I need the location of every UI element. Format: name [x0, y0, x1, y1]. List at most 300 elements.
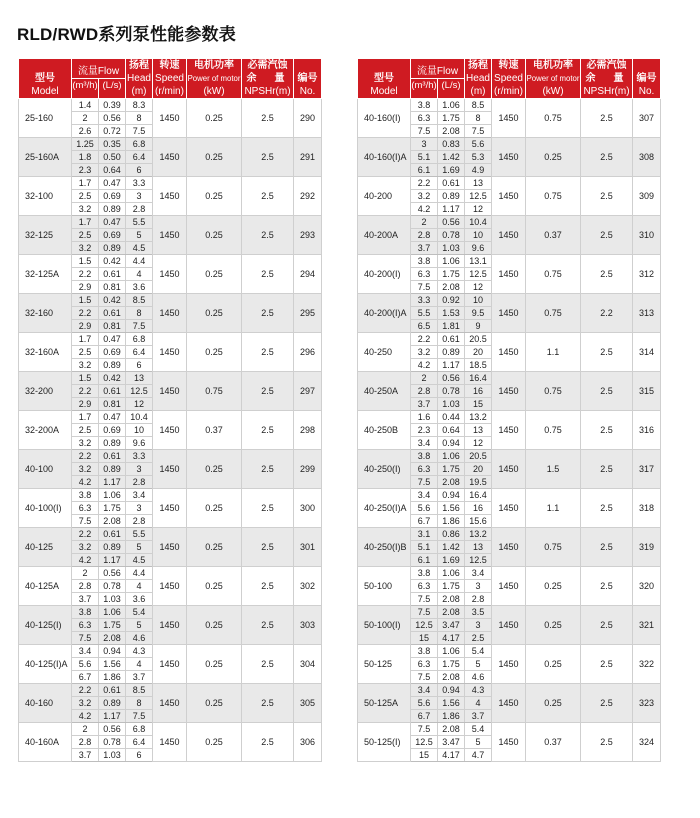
- model-cell: 32-200: [19, 372, 72, 411]
- npsh-cell: 2.5: [581, 177, 633, 216]
- flow-m3h-cell: 1.25: [72, 138, 99, 151]
- head-cell: 4.4: [126, 255, 153, 268]
- npsh-cell: 2.5: [242, 177, 294, 216]
- speed-cell: 1450: [153, 489, 187, 528]
- flow-ls-cell: 1.42: [438, 151, 465, 164]
- power-cell: 1.5: [526, 450, 581, 489]
- flow-m3h-cell: 2.8: [72, 736, 99, 749]
- model-cell: 40-250: [358, 333, 411, 372]
- head-cell: 13: [465, 541, 492, 554]
- flow-m3h-cell: 1.6: [411, 411, 438, 424]
- speed-cell: 1450: [492, 294, 526, 333]
- flow-m3h-cell: 2.2: [72, 307, 99, 320]
- power-cell: 0.25: [187, 177, 242, 216]
- table-row: [358, 567, 661, 580]
- flow-ls-cell: 2.08: [438, 593, 465, 606]
- model-cell: 50-125A: [358, 684, 411, 723]
- table-row: [19, 450, 322, 463]
- flow-m3h-cell: 1.8: [72, 151, 99, 164]
- flow-ls-cell: 1.56: [438, 697, 465, 710]
- table-row: [358, 528, 661, 541]
- head-cell: 3.6: [126, 281, 153, 294]
- power-cell: 0.25: [526, 567, 581, 606]
- npsh-cell: 2.5: [242, 450, 294, 489]
- no-cell: 306: [294, 723, 322, 762]
- flow-m3h-cell: 6.3: [411, 112, 438, 125]
- model-cell: 40-250(I)B: [358, 528, 411, 567]
- flow-m3h-cell: 2.2: [72, 528, 99, 541]
- npsh-cell: 2.5: [581, 333, 633, 372]
- flow-m3h-cell: 7.5: [72, 515, 99, 528]
- flow-m3h-cell: 3.7: [72, 593, 99, 606]
- head-cell: 5.4: [126, 606, 153, 619]
- flow-m3h-cell: 2: [72, 567, 99, 580]
- head-cell: 3: [126, 190, 153, 203]
- speed-cell: 1450: [492, 372, 526, 411]
- npsh-cell: 2.5: [581, 567, 633, 606]
- flow-m3h-cell: 2.2: [72, 385, 99, 398]
- flow-ls-cell: 0.35: [99, 138, 126, 151]
- flow-ls-cell: 0.89: [438, 190, 465, 203]
- no-cell: 316: [633, 411, 661, 450]
- power-cell: 0.25: [187, 489, 242, 528]
- model-cell: 50-100: [358, 567, 411, 606]
- flow-m3h-cell: 2.8: [411, 229, 438, 242]
- flow-m3h-cell: 2.2: [411, 177, 438, 190]
- header-model: 型号 Model: [19, 59, 72, 99]
- performance-table-right: [357, 58, 661, 762]
- head-cell: 3: [465, 619, 492, 632]
- flow-ls-cell: 1.75: [99, 502, 126, 515]
- flow-m3h-cell: 5.5: [411, 307, 438, 320]
- no-cell: 309: [633, 177, 661, 216]
- flow-m3h-cell: 1.7: [72, 177, 99, 190]
- flow-m3h-cell: 1.5: [72, 372, 99, 385]
- head-cell: 10.4: [126, 411, 153, 424]
- flow-m3h-cell: 3.2: [72, 359, 99, 372]
- npsh-cell: 2.2: [581, 294, 633, 333]
- flow-ls-cell: 0.72: [99, 125, 126, 138]
- head-cell: 5.3: [465, 151, 492, 164]
- model-cell: 40-200(I)A: [358, 294, 411, 333]
- flow-ls-cell: 0.56: [99, 723, 126, 736]
- table-body: [19, 99, 322, 762]
- flow-m3h-cell: 2: [411, 216, 438, 229]
- head-cell: 13.2: [465, 528, 492, 541]
- speed-cell: 1450: [153, 294, 187, 333]
- no-cell: 303: [294, 606, 322, 645]
- flow-m3h-cell: 6.7: [411, 710, 438, 723]
- head-cell: 20: [465, 463, 492, 476]
- power-cell: 0.25: [187, 450, 242, 489]
- head-cell: 7.5: [465, 125, 492, 138]
- npsh-cell: 2.5: [242, 684, 294, 723]
- model-cell: 32-125A: [19, 255, 72, 294]
- npsh-cell: 2.5: [581, 528, 633, 567]
- speed-cell: 1450: [153, 684, 187, 723]
- power-cell: 0.75: [526, 99, 581, 138]
- flow-ls-cell: 1.17: [99, 710, 126, 723]
- flow-ls-cell: 0.44: [438, 411, 465, 424]
- table-row: [19, 372, 322, 385]
- table-row: [19, 645, 322, 658]
- speed-cell: 1450: [153, 216, 187, 255]
- flow-ls-cell: 0.89: [99, 203, 126, 216]
- flow-ls-cell: 1.56: [438, 502, 465, 515]
- flow-ls-cell: 0.92: [438, 294, 465, 307]
- flow-ls-cell: 0.86: [438, 528, 465, 541]
- flow-ls-cell: 0.42: [99, 294, 126, 307]
- header-flow-m3h: (m³/h): [411, 79, 438, 99]
- header-head: 扬程 Head (m): [466, 60, 490, 97]
- head-cell: 5: [465, 736, 492, 749]
- power-cell: 0.25: [187, 333, 242, 372]
- model-cell: 40-250(I)A: [358, 489, 411, 528]
- flow-m3h-cell: 3.3: [411, 294, 438, 307]
- flow-ls-cell: 1.06: [438, 645, 465, 658]
- npsh-cell: 2.5: [242, 372, 294, 411]
- flow-ls-cell: 2.08: [99, 632, 126, 645]
- flow-ls-cell: 1.86: [99, 671, 126, 684]
- header-model: 型号 Model: [358, 59, 411, 99]
- flow-ls-cell: 1.86: [438, 515, 465, 528]
- model-cell: 50-125(I): [358, 723, 411, 762]
- npsh-cell: 2.5: [242, 216, 294, 255]
- speed-cell: 1450: [153, 177, 187, 216]
- table-row: [358, 489, 661, 502]
- flow-ls-cell: 0.47: [99, 333, 126, 346]
- head-cell: 7.5: [126, 320, 153, 333]
- flow-ls-cell: 0.89: [99, 437, 126, 450]
- head-cell: 2.8: [126, 515, 153, 528]
- head-cell: 9: [465, 320, 492, 333]
- table-row: [19, 333, 322, 346]
- model-cell: 32-160: [19, 294, 72, 333]
- npsh-cell: 2.5: [242, 255, 294, 294]
- head-cell: 8: [126, 697, 153, 710]
- npsh-cell: 2.5: [581, 645, 633, 684]
- flow-ls-cell: 3.47: [438, 736, 465, 749]
- flow-m3h-cell: 5.6: [72, 658, 99, 671]
- npsh-cell: 2.5: [581, 99, 633, 138]
- head-cell: 5.4: [465, 723, 492, 736]
- flow-ls-cell: 2.08: [438, 281, 465, 294]
- head-cell: 3.3: [126, 177, 153, 190]
- flow-m3h-cell: 3.2: [411, 346, 438, 359]
- table-row: [19, 723, 322, 736]
- model-cell: 40-160(I)A: [358, 138, 411, 177]
- flow-m3h-cell: 6.3: [411, 580, 438, 593]
- flow-m3h-cell: 3: [411, 138, 438, 151]
- flow-m3h-cell: 6.1: [411, 164, 438, 177]
- table-row: [19, 294, 322, 307]
- head-cell: 3.6: [126, 593, 153, 606]
- head-cell: 4.3: [465, 684, 492, 697]
- power-cell: 1.1: [526, 333, 581, 372]
- flow-ls-cell: 0.94: [438, 489, 465, 502]
- flow-ls-cell: 0.89: [99, 242, 126, 255]
- flow-ls-cell: 1.75: [438, 658, 465, 671]
- flow-m3h-cell: 3.2: [72, 242, 99, 255]
- flow-ls-cell: 0.78: [99, 580, 126, 593]
- header-head: 扬程 Head (m): [127, 60, 151, 97]
- speed-cell: 1450: [492, 606, 526, 645]
- head-cell: 9.6: [126, 437, 153, 450]
- head-cell: 3: [126, 502, 153, 515]
- flow-m3h-cell: 3.2: [72, 203, 99, 216]
- header-flow-ls: (L/s): [99, 79, 126, 99]
- table-row: [358, 723, 661, 736]
- speed-cell: 1450: [492, 333, 526, 372]
- power-cell: 0.25: [187, 294, 242, 333]
- flow-ls-cell: 1.17: [99, 476, 126, 489]
- header-power: 电机功率 Power of motor (kW): [526, 60, 580, 97]
- head-cell: 6: [126, 164, 153, 177]
- flow-ls-cell: 0.89: [438, 346, 465, 359]
- no-cell: 292: [294, 177, 322, 216]
- npsh-cell: 2.5: [242, 333, 294, 372]
- model-cell: 32-100: [19, 177, 72, 216]
- speed-cell: 1450: [492, 138, 526, 177]
- header-flow-ls: (L/s): [438, 79, 465, 99]
- table-row: [19, 177, 322, 190]
- speed-cell: 1450: [153, 723, 187, 762]
- head-cell: 4.4: [126, 567, 153, 580]
- flow-m3h-cell: 2.5: [72, 424, 99, 437]
- flow-m3h-cell: 2.9: [72, 281, 99, 294]
- speed-cell: 1450: [153, 255, 187, 294]
- head-cell: 12.5: [465, 190, 492, 203]
- head-cell: 19.5: [465, 476, 492, 489]
- flow-m3h-cell: 5.6: [411, 697, 438, 710]
- flow-ls-cell: 0.69: [99, 424, 126, 437]
- power-cell: 0.25: [526, 606, 581, 645]
- table-row: [358, 606, 661, 619]
- speed-cell: 1450: [492, 567, 526, 606]
- head-cell: 15: [465, 398, 492, 411]
- power-cell: 0.37: [526, 723, 581, 762]
- no-cell: 307: [633, 99, 661, 138]
- speed-cell: 1450: [153, 138, 187, 177]
- flow-m3h-cell: 3.8: [411, 255, 438, 268]
- speed-cell: 1450: [492, 489, 526, 528]
- speed-cell: 1450: [492, 99, 526, 138]
- flow-m3h-cell: 5.1: [411, 151, 438, 164]
- flow-ls-cell: 4.17: [438, 749, 465, 762]
- power-cell: 0.25: [187, 528, 242, 567]
- npsh-cell: 2.5: [581, 723, 633, 762]
- head-cell: 2.8: [465, 593, 492, 606]
- performance-table-left: [18, 58, 322, 762]
- flow-ls-cell: 1.06: [438, 567, 465, 580]
- no-cell: 314: [633, 333, 661, 372]
- flow-m3h-cell: 2.8: [72, 580, 99, 593]
- flow-m3h-cell: 2.3: [72, 164, 99, 177]
- npsh-cell: 2.5: [242, 528, 294, 567]
- flow-m3h-cell: 1.5: [72, 294, 99, 307]
- table-row: [19, 255, 322, 268]
- head-cell: 3.7: [465, 710, 492, 723]
- flow-ls-cell: 1.75: [438, 112, 465, 125]
- head-cell: 12: [465, 281, 492, 294]
- power-cell: 0.25: [187, 684, 242, 723]
- flow-m3h-cell: 2.9: [72, 398, 99, 411]
- flow-ls-cell: 1.03: [99, 593, 126, 606]
- head-cell: 6.4: [126, 736, 153, 749]
- no-cell: 299: [294, 450, 322, 489]
- head-cell: 10: [465, 229, 492, 242]
- head-cell: 12.5: [126, 385, 153, 398]
- head-cell: 5.4: [465, 645, 492, 658]
- flow-m3h-cell: 6.3: [411, 268, 438, 281]
- flow-m3h-cell: 6.3: [411, 463, 438, 476]
- npsh-cell: 2.5: [242, 411, 294, 450]
- model-cell: 32-160A: [19, 333, 72, 372]
- head-cell: 4.5: [126, 242, 153, 255]
- no-cell: 315: [633, 372, 661, 411]
- power-cell: 0.25: [187, 99, 242, 138]
- head-cell: 13: [465, 177, 492, 190]
- table-row: [358, 645, 661, 658]
- header-flow-m3h: (m³/h): [72, 79, 99, 99]
- speed-cell: 1450: [492, 723, 526, 762]
- head-cell: 2.8: [126, 476, 153, 489]
- flow-m3h-cell: 1.5: [72, 255, 99, 268]
- speed-cell: 1450: [153, 645, 187, 684]
- head-cell: 6: [126, 359, 153, 372]
- head-cell: 4.9: [465, 164, 492, 177]
- flow-m3h-cell: 3.1: [411, 528, 438, 541]
- npsh-cell: 2.5: [581, 372, 633, 411]
- flow-m3h-cell: 6.3: [72, 619, 99, 632]
- power-cell: 0.75: [526, 255, 581, 294]
- speed-cell: 1450: [492, 528, 526, 567]
- flow-ls-cell: 0.61: [99, 684, 126, 697]
- flow-ls-cell: 1.06: [438, 99, 465, 112]
- flow-ls-cell: 1.69: [438, 164, 465, 177]
- npsh-cell: 2.5: [242, 645, 294, 684]
- flow-ls-cell: 0.61: [99, 450, 126, 463]
- head-cell: 5: [126, 619, 153, 632]
- flow-ls-cell: 0.89: [99, 541, 126, 554]
- head-cell: 20: [465, 346, 492, 359]
- flow-m3h-cell: 6.3: [411, 658, 438, 671]
- flow-ls-cell: 0.56: [99, 567, 126, 580]
- speed-cell: 1450: [492, 450, 526, 489]
- flow-m3h-cell: 7.5: [411, 281, 438, 294]
- head-cell: 15.6: [465, 515, 492, 528]
- model-cell: 32-125: [19, 216, 72, 255]
- speed-cell: 1450: [153, 528, 187, 567]
- flow-m3h-cell: 2.2: [72, 450, 99, 463]
- npsh-cell: 2.5: [242, 294, 294, 333]
- flow-ls-cell: 1.75: [99, 619, 126, 632]
- head-cell: 4: [126, 268, 153, 281]
- speed-cell: 1450: [492, 411, 526, 450]
- head-cell: 6.8: [126, 723, 153, 736]
- flow-ls-cell: 0.50: [99, 151, 126, 164]
- no-cell: 319: [633, 528, 661, 567]
- flow-ls-cell: 0.78: [99, 736, 126, 749]
- head-cell: 8: [465, 112, 492, 125]
- head-cell: 3.5: [465, 606, 492, 619]
- flow-m3h-cell: 2.8: [411, 385, 438, 398]
- model-cell: 40-200(I): [358, 255, 411, 294]
- head-cell: 10.4: [465, 216, 492, 229]
- head-cell: 6.8: [126, 138, 153, 151]
- model-cell: 25-160A: [19, 138, 72, 177]
- head-cell: 9.6: [465, 242, 492, 255]
- flow-ls-cell: 0.94: [99, 645, 126, 658]
- flow-m3h-cell: 3.8: [411, 645, 438, 658]
- flow-ls-cell: 0.64: [438, 424, 465, 437]
- flow-m3h-cell: 1.7: [72, 216, 99, 229]
- flow-ls-cell: 1.75: [438, 268, 465, 281]
- power-cell: 0.75: [526, 411, 581, 450]
- head-cell: 4: [126, 658, 153, 671]
- flow-ls-cell: 0.78: [438, 385, 465, 398]
- table-row: [358, 255, 661, 268]
- flow-ls-cell: 0.94: [438, 684, 465, 697]
- flow-ls-cell: 0.89: [99, 697, 126, 710]
- flow-ls-cell: 3.47: [438, 619, 465, 632]
- power-cell: 0.25: [187, 723, 242, 762]
- flow-ls-cell: 0.69: [99, 346, 126, 359]
- flow-m3h-cell: 7.5: [411, 606, 438, 619]
- head-cell: 3: [465, 580, 492, 593]
- flow-ls-cell: 0.47: [99, 177, 126, 190]
- head-cell: 13: [465, 424, 492, 437]
- flow-m3h-cell: 3.8: [72, 606, 99, 619]
- flow-m3h-cell: 3.2: [72, 697, 99, 710]
- head-cell: 5.6: [465, 138, 492, 151]
- flow-m3h-cell: 12.5: [411, 736, 438, 749]
- flow-m3h-cell: 4.2: [72, 554, 99, 567]
- head-cell: 18.5: [465, 359, 492, 372]
- flow-ls-cell: 0.61: [99, 528, 126, 541]
- header-flow: 流量Flow: [72, 59, 126, 79]
- flow-m3h-cell: 3.4: [411, 437, 438, 450]
- flow-m3h-cell: 3.8: [72, 489, 99, 502]
- power-cell: 0.75: [526, 372, 581, 411]
- head-cell: 16: [465, 385, 492, 398]
- speed-cell: 1450: [153, 99, 187, 138]
- flow-ls-cell: 1.81: [438, 320, 465, 333]
- flow-m3h-cell: 6.1: [411, 554, 438, 567]
- head-cell: 4.7: [465, 749, 492, 762]
- flow-m3h-cell: 7.5: [411, 723, 438, 736]
- no-cell: 302: [294, 567, 322, 606]
- no-cell: 321: [633, 606, 661, 645]
- flow-ls-cell: 2.08: [438, 606, 465, 619]
- head-cell: 5.5: [126, 216, 153, 229]
- power-cell: 0.37: [187, 411, 242, 450]
- table-row: [358, 99, 661, 112]
- head-cell: 8.5: [465, 99, 492, 112]
- table-row: [19, 99, 322, 112]
- flow-m3h-cell: 1.7: [72, 411, 99, 424]
- no-cell: 297: [294, 372, 322, 411]
- head-cell: 2.5: [465, 632, 492, 645]
- model-cell: 40-250A: [358, 372, 411, 411]
- flow-m3h-cell: 2: [411, 372, 438, 385]
- head-cell: 4: [126, 580, 153, 593]
- head-cell: 9.5: [465, 307, 492, 320]
- head-cell: 20.5: [465, 333, 492, 346]
- table-row: [358, 177, 661, 190]
- head-cell: 12: [465, 203, 492, 216]
- head-cell: 6.4: [126, 151, 153, 164]
